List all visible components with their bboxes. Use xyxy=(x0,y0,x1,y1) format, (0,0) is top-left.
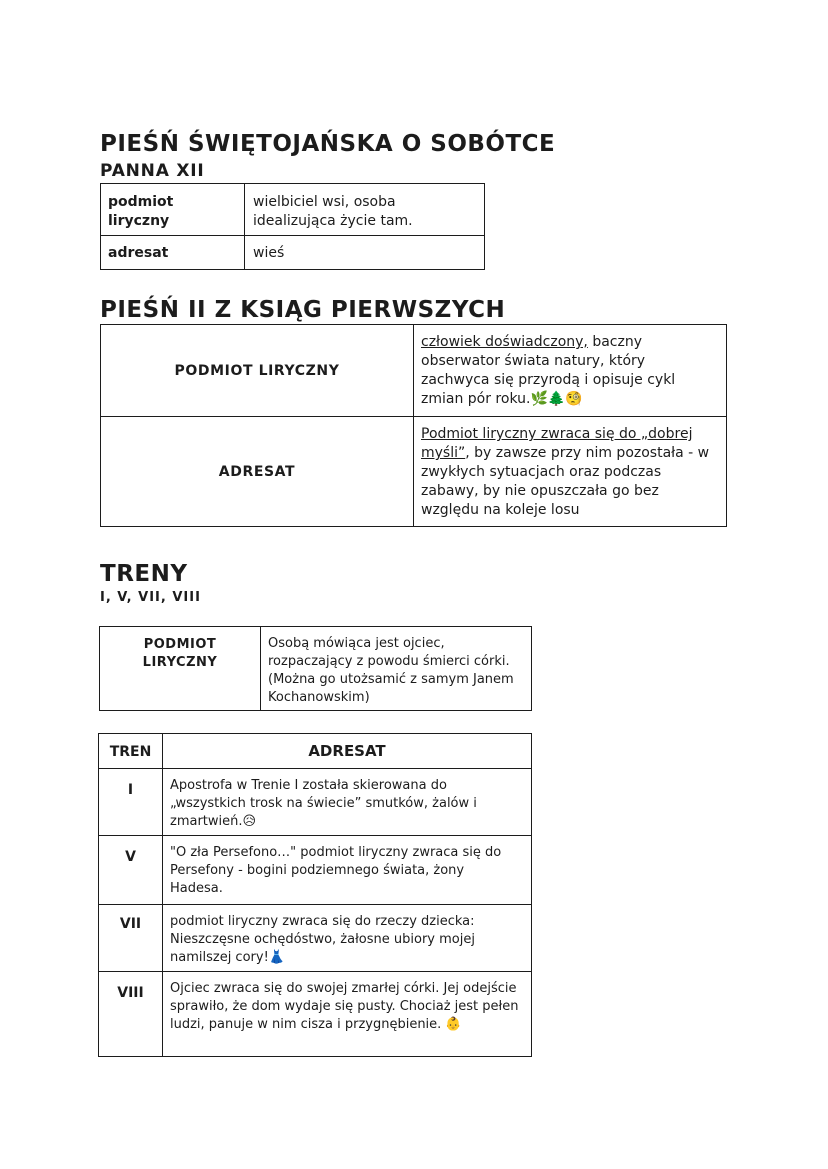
tren-adresat: Ojciec zwraca się do swojej zmarłej córki. Jej odejście sprawiło, że dom wydaje się pusty. Chociaż jest pełen ludzi, panuje w nim cisza i przygnębienie. 👶 xyxy=(170,981,519,1032)
section2-title: PIEŚŃ II Z KSIĄG PIERWSZYCH xyxy=(100,297,506,323)
row-label: adresat xyxy=(108,245,169,261)
tren-adresat: podmiot liryczny zwraca się do rzeczy dziecka: Nieszczęsne ochędóstwo, żałosne ubiory mojej namilszej cory!👗 xyxy=(170,914,475,965)
col-header-tren: TREN xyxy=(109,743,152,760)
section3-title: TRENY xyxy=(100,561,188,587)
row-value-underlined: człowiek doświadczony, xyxy=(421,334,588,350)
tren-number: VII xyxy=(119,916,142,932)
section2-table xyxy=(100,324,727,527)
adresat-table xyxy=(98,733,532,1057)
row-label: podmiot liryczny xyxy=(108,194,174,229)
section3-subtitle: I, V, VII, VIII xyxy=(100,590,201,605)
table-row xyxy=(101,184,485,236)
row-value-rest: , by zawsze przy nim pozostała - w zwykłych sytuacjach oraz podczas zabawy, by nie opuszczała go bez względu na koleje losu xyxy=(421,445,710,518)
row-value: wieś xyxy=(253,245,285,261)
row-label: PODMIOT LIRYCZNY xyxy=(174,363,340,379)
row-value-rest: baczny obserwator świata natury, który zachwyca się przyrodą i opisuje cykl zmian pór roku.🌿🌲🧐 xyxy=(421,334,676,407)
section1-subtitle: PANNA XII xyxy=(100,161,205,181)
row-label: ADRESAT xyxy=(218,464,296,480)
section1-title: PIEŚŃ ŚWIĘTOJAŃSKA O SOBÓTCE xyxy=(100,131,556,157)
row-value xyxy=(414,417,726,520)
table-row xyxy=(99,836,532,905)
row-value xyxy=(414,325,726,409)
row-value: wielbiciel wsi, osoba idealizująca życie tam. xyxy=(253,194,413,229)
table-row xyxy=(99,905,532,972)
table-row xyxy=(100,627,532,711)
table-row xyxy=(101,325,727,417)
tren-adresat: "O zła Persefono…" podmiot liryczny zwraca się do Persefony - bogini podziemnego świata, żony Hadesa. xyxy=(170,845,502,896)
col-header-adresat: ADRESAT xyxy=(308,742,386,760)
tren-number: VIII xyxy=(117,985,144,1001)
section1-table xyxy=(100,183,485,270)
table-header-row xyxy=(99,734,532,769)
tren-adresat: Apostrofa w Trenie I została skierowana do „wszystkich trosk na świecie” smutków, żalów i zmartwień.😥 xyxy=(170,778,477,829)
table-row xyxy=(99,972,532,1057)
row-label: PODMIOT LIRYCZNY xyxy=(142,637,218,670)
tren-number: I xyxy=(127,782,134,798)
podmiot-table xyxy=(99,626,532,711)
table-row xyxy=(101,236,485,270)
table-row xyxy=(99,769,532,836)
row-value: Osobą mówiąca jest ojciec, rozpaczający z powodu śmierci córki. (Można go utożsamić z samym Janem Kochanowskim) xyxy=(268,636,514,705)
table-row xyxy=(101,417,727,527)
tren-number: V xyxy=(125,849,136,865)
row-value-underlined: Podmiot liryczny zwraca się do „dobrej myśli” xyxy=(421,426,693,461)
